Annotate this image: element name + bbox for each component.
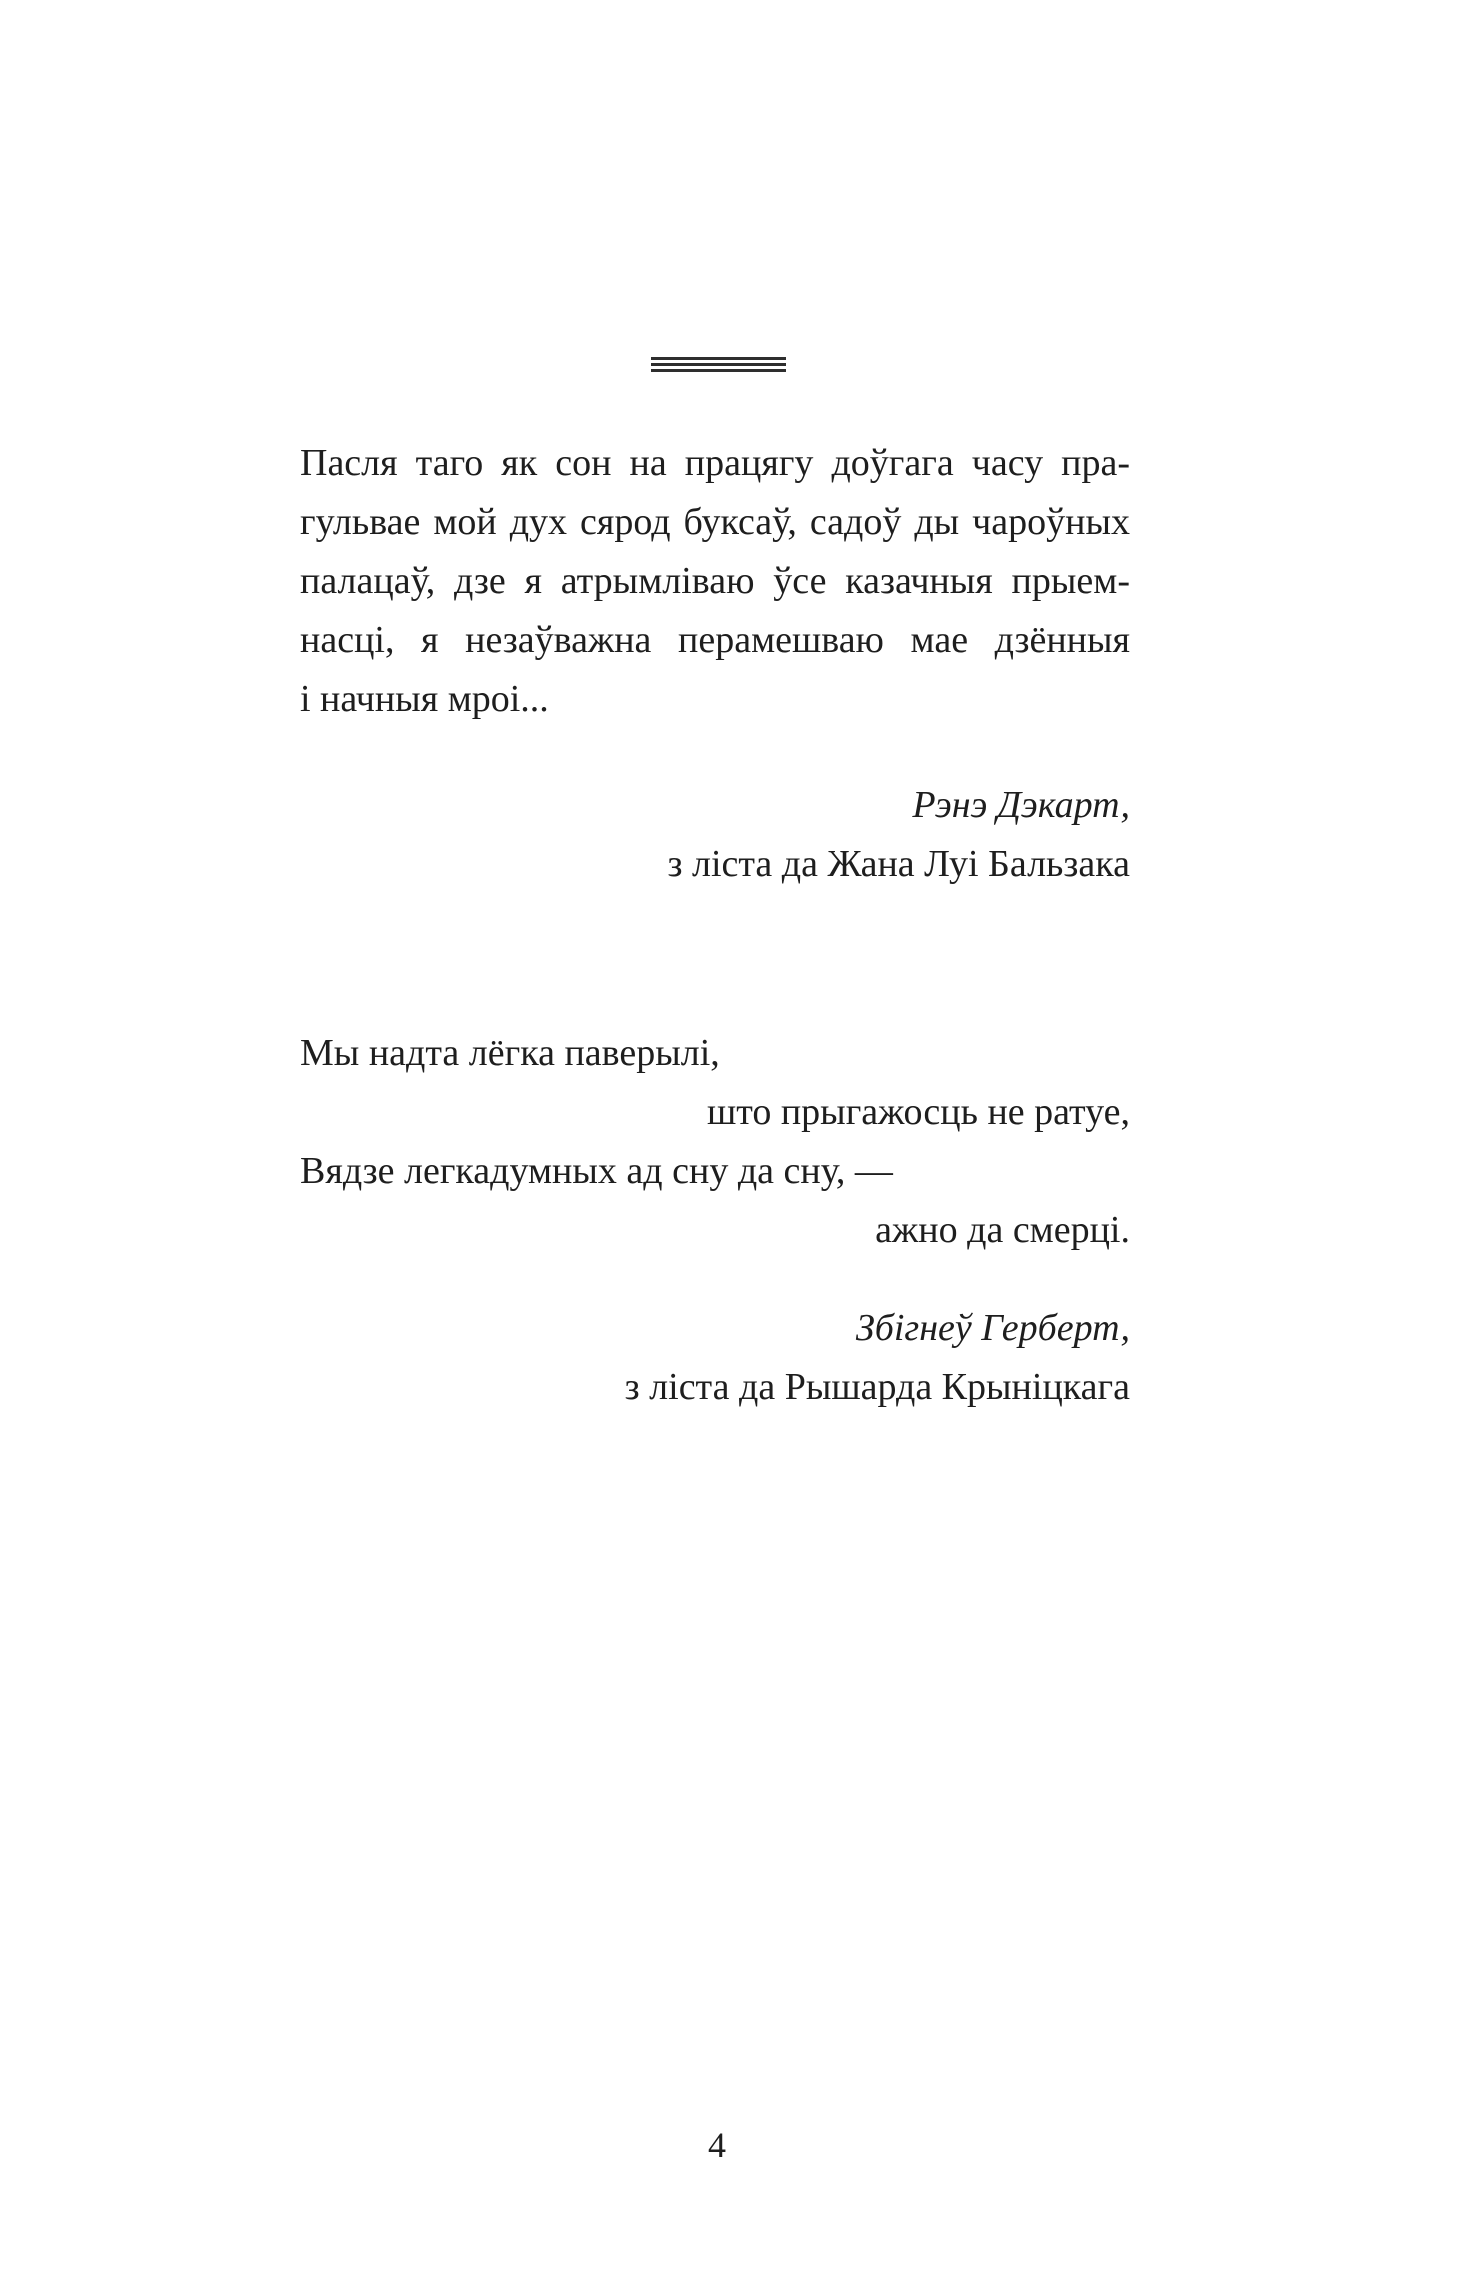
poem-line: ажно да смерці. [875, 1209, 1130, 1251]
divider-rule [651, 363, 786, 366]
epigraph-line: і начныя мроі... [300, 678, 549, 720]
epigraph-source: з ліста да Жана Луі Бальзака [667, 843, 1130, 885]
epigraph-author: Збігнеў Герберт, [855, 1307, 1130, 1349]
epigraph-author: Рэнэ Дэкарт, [912, 784, 1130, 826]
poem-line: Мы надта лёгка паверылі, [300, 1032, 720, 1074]
section-divider-ornament [651, 357, 786, 371]
epigraph-source: з ліста да Рышарда Крыніцкага [624, 1366, 1130, 1408]
poem-line: што прыгажосць не ратуе, [706, 1091, 1130, 1133]
poem-line: Вядзе легкадумных ад сну да сну, — [300, 1150, 893, 1192]
divider-rule [651, 357, 786, 360]
epigraph-line: палацаў, дзе я атрымліваю ўсе казачныя прыем- [300, 560, 1130, 602]
epigraph-line: насці, я незаўважна перамешваю мае дзённыя [300, 619, 1130, 661]
epigraph-line: гульвае мой дух сярод буксаў, садоў ды чароўных [300, 501, 1130, 543]
epigraph-line: Пасля таго як сон на працягу доўгага часу пра- [300, 442, 1130, 484]
page-number: 4 [708, 2125, 726, 2165]
divider-rule [651, 369, 786, 372]
